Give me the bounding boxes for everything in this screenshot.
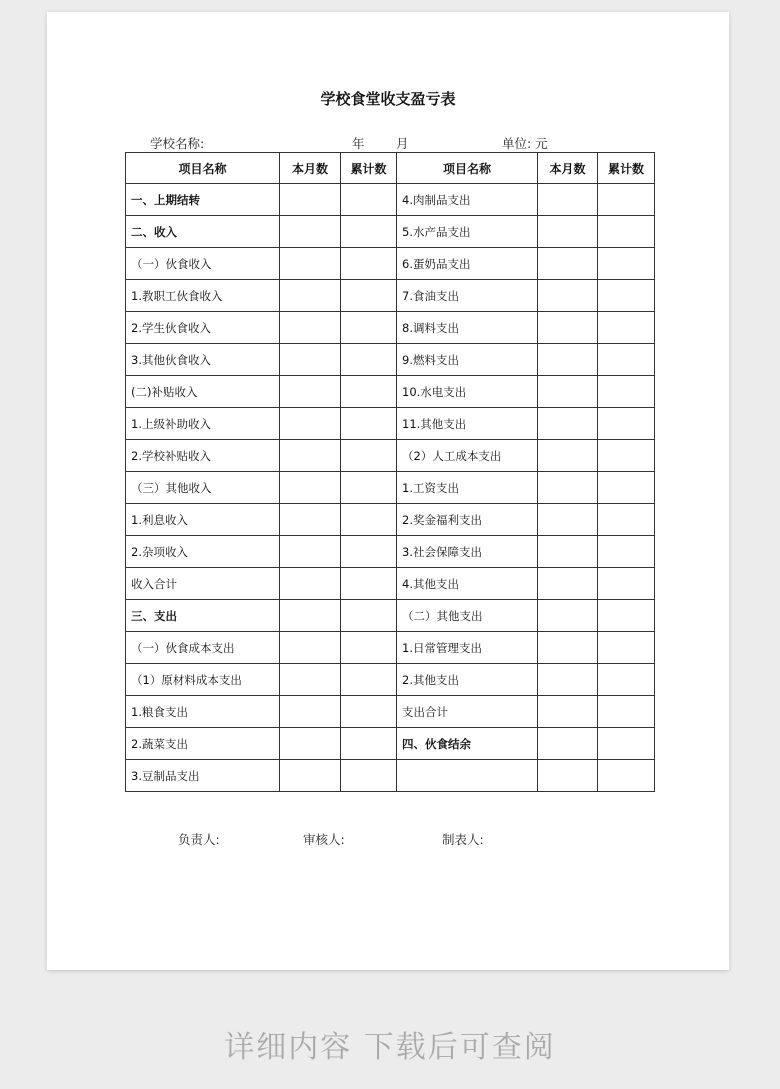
left-total-cell <box>341 408 397 440</box>
left-item-cell: 1.教职工伙食收入 <box>126 280 280 312</box>
right-month-cell <box>538 216 598 248</box>
right-month-cell <box>538 280 598 312</box>
left-item-cell: 2.蔬菜支出 <box>126 728 280 760</box>
right-item-cell: 1.工资支出 <box>397 472 538 504</box>
year-label: 年 <box>352 136 365 151</box>
right-item-cell <box>397 760 538 792</box>
left-total-cell <box>341 632 397 664</box>
income-expense-table <box>125 152 655 792</box>
responsible-person-label: 负责人: <box>178 832 220 847</box>
right-month-cell <box>538 632 598 664</box>
left-item-cell: （一）伙食成本支出 <box>126 632 280 664</box>
left-month-cell <box>280 600 341 632</box>
school-name-label: 学校名称: <box>150 136 205 151</box>
table-row <box>126 504 655 536</box>
left-item-cell: （三）其他收入 <box>126 472 280 504</box>
right-total-cell <box>598 216 655 248</box>
right-item-cell: （二）其他支出 <box>397 600 538 632</box>
left-total-cell <box>341 696 397 728</box>
right-month-cell <box>538 504 598 536</box>
left-month-cell <box>280 216 341 248</box>
right-item-cell: 2.奖金福利支出 <box>397 504 538 536</box>
left-month-cell <box>280 376 341 408</box>
right-total-cell <box>598 504 655 536</box>
right-month-cell <box>538 408 598 440</box>
left-total-cell <box>341 760 397 792</box>
right-item-cell: 9.燃料支出 <box>397 344 538 376</box>
reviewer-label: 审核人: <box>303 832 345 847</box>
left-month-cell <box>280 760 341 792</box>
left-month-cell <box>280 568 341 600</box>
right-month-cell <box>538 600 598 632</box>
table-row <box>126 568 655 600</box>
right-item-cell: 1.日常管理支出 <box>397 632 538 664</box>
right-total-cell <box>598 376 655 408</box>
document-title: 学校食堂收支盈亏表 <box>320 90 456 108</box>
left-month-cell <box>280 280 341 312</box>
left-month-cell <box>280 472 341 504</box>
left-total-cell <box>341 472 397 504</box>
right-item-cell: 4.肉制品支出 <box>397 184 538 216</box>
left-item-cell: 3.其他伙食收入 <box>126 344 280 376</box>
table-row <box>126 728 655 760</box>
left-item-cell: 二、收入 <box>126 216 280 248</box>
header-right-item: 项目名称 <box>397 153 538 184</box>
left-total-cell <box>341 536 397 568</box>
left-month-cell <box>280 440 341 472</box>
table-row <box>126 312 655 344</box>
header-right-month: 本月数 <box>538 153 598 184</box>
table-row <box>126 248 655 280</box>
header-left-total: 累计数 <box>341 153 397 184</box>
left-total-cell <box>341 216 397 248</box>
right-total-cell <box>598 632 655 664</box>
left-month-cell <box>280 248 341 280</box>
right-total-cell <box>598 696 655 728</box>
left-total-cell <box>341 728 397 760</box>
right-total-cell <box>598 344 655 376</box>
right-item-cell: 3.社会保障支出 <box>397 536 538 568</box>
download-hint: 详细内容 下载后可查阅 <box>224 1030 556 1065</box>
table-body <box>126 184 655 792</box>
right-total-cell <box>598 664 655 696</box>
preparer-label: 制表人: <box>442 832 484 847</box>
left-total-cell <box>341 440 397 472</box>
right-item-cell: 4.其他支出 <box>397 568 538 600</box>
left-item-cell: 三、支出 <box>126 600 280 632</box>
left-month-cell <box>280 344 341 376</box>
header-left-item: 项目名称 <box>126 153 280 184</box>
left-item-cell: 收入合计 <box>126 568 280 600</box>
right-item-cell: 2.其他支出 <box>397 664 538 696</box>
left-item-cell: 1.上级补助收入 <box>126 408 280 440</box>
month-label: 月 <box>396 136 409 151</box>
left-month-cell <box>280 632 341 664</box>
right-total-cell <box>598 536 655 568</box>
right-item-cell: 10.水电支出 <box>397 376 538 408</box>
right-total-cell <box>598 280 655 312</box>
left-total-cell <box>341 312 397 344</box>
left-item-cell: 2.学校补贴收入 <box>126 440 280 472</box>
table-row <box>126 440 655 472</box>
right-month-cell <box>538 664 598 696</box>
left-item-cell: 2.杂项收入 <box>126 536 280 568</box>
left-total-cell <box>341 504 397 536</box>
document-page <box>47 12 729 970</box>
left-total-cell <box>341 664 397 696</box>
table-row <box>126 344 655 376</box>
right-item-cell: 四、伙食结余 <box>397 728 538 760</box>
table-row <box>126 280 655 312</box>
right-month-cell <box>538 312 598 344</box>
left-item-cell: （1）原材料成本支出 <box>126 664 280 696</box>
right-total-cell <box>598 312 655 344</box>
right-total-cell <box>598 440 655 472</box>
table-row <box>126 696 655 728</box>
right-total-cell <box>598 248 655 280</box>
right-item-cell: 5.水产品支出 <box>397 216 538 248</box>
table-row <box>126 760 655 792</box>
right-item-cell: （2）人工成本支出 <box>397 440 538 472</box>
table-row <box>126 472 655 504</box>
left-item-cell: 一、上期结转 <box>126 184 280 216</box>
left-month-cell <box>280 536 341 568</box>
right-month-cell <box>538 344 598 376</box>
left-item-cell: (二)补贴收入 <box>126 376 280 408</box>
table-row <box>126 376 655 408</box>
table-row <box>126 184 655 216</box>
right-month-cell <box>538 696 598 728</box>
left-month-cell <box>280 504 341 536</box>
left-total-cell <box>341 248 397 280</box>
right-total-cell <box>598 568 655 600</box>
table-row <box>126 632 655 664</box>
left-total-cell <box>341 184 397 216</box>
right-month-cell <box>538 248 598 280</box>
right-month-cell <box>538 472 598 504</box>
right-item-cell: 6.蛋奶品支出 <box>397 248 538 280</box>
right-total-cell <box>598 600 655 632</box>
table-header-row <box>126 153 655 184</box>
table-row <box>126 408 655 440</box>
right-total-cell <box>598 184 655 216</box>
right-item-cell: 11.其他支出 <box>397 408 538 440</box>
left-total-cell <box>341 376 397 408</box>
left-item-cell: 3.豆制品支出 <box>126 760 280 792</box>
right-total-cell <box>598 760 655 792</box>
left-month-cell <box>280 728 341 760</box>
table-row <box>126 216 655 248</box>
left-total-cell <box>341 568 397 600</box>
left-month-cell <box>280 696 341 728</box>
left-month-cell <box>280 664 341 696</box>
right-month-cell <box>538 728 598 760</box>
left-month-cell <box>280 184 341 216</box>
right-month-cell <box>538 376 598 408</box>
right-month-cell <box>538 568 598 600</box>
right-item-cell: 支出合计 <box>397 696 538 728</box>
left-item-cell: （一）伙食收入 <box>126 248 280 280</box>
header-left-month: 本月数 <box>280 153 341 184</box>
unit-label: 单位: 元 <box>502 136 548 151</box>
left-month-cell <box>280 312 341 344</box>
right-item-cell: 8.调料支出 <box>397 312 538 344</box>
right-total-cell <box>598 408 655 440</box>
left-total-cell <box>341 344 397 376</box>
table-row <box>126 600 655 632</box>
table-row <box>126 664 655 696</box>
left-total-cell <box>341 600 397 632</box>
right-month-cell <box>538 536 598 568</box>
left-month-cell <box>280 408 341 440</box>
left-item-cell: 2.学生伙食收入 <box>126 312 280 344</box>
right-total-cell <box>598 472 655 504</box>
left-item-cell: 1.粮食支出 <box>126 696 280 728</box>
table-row <box>126 536 655 568</box>
right-month-cell <box>538 440 598 472</box>
right-item-cell: 7.食油支出 <box>397 280 538 312</box>
header-right-total: 累计数 <box>598 153 655 184</box>
right-total-cell <box>598 728 655 760</box>
right-month-cell <box>538 760 598 792</box>
right-month-cell <box>538 184 598 216</box>
left-item-cell: 1.利息收入 <box>126 504 280 536</box>
left-total-cell <box>341 280 397 312</box>
